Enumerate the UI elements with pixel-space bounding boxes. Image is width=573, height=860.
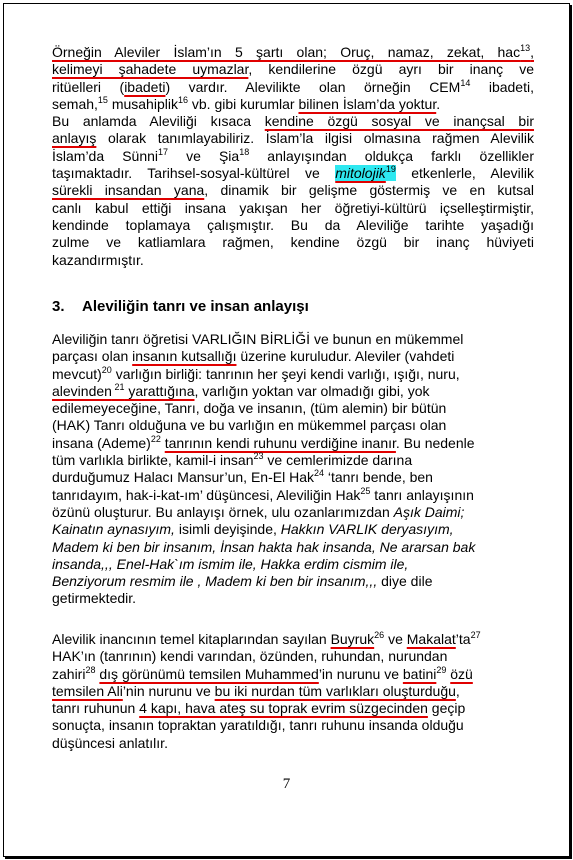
text-line: taşımaktadır. Tarihsel-sosyal-kültürel ve mitolojik$^{19}$ etkenlerle, Alevilik [52, 164, 534, 182]
underlined-phrase: özü [450, 665, 473, 682]
underlined-phrase: insanın kutsallığı [132, 348, 237, 365]
footnote-ref: 26 [374, 630, 385, 640]
text-line: parçası olan insanın kutsallığı üzerine kuruludur. Aleviler (vahdeti [52, 348, 455, 365]
text-line: kazandırmıştır. [52, 251, 144, 268]
text-line: düşüncesi anlatılır. [52, 734, 168, 751]
text-line: zulme ve katliamlara rağmen, kendine özgü bir inanç hüviyeti [52, 234, 534, 251]
underlined-phrase: tanrının kendi ruhunu verdiğine inanır [164, 434, 396, 451]
footnote-ref: 28 [85, 664, 96, 675]
footnote-ref: 17 [158, 146, 169, 157]
section-heading [52, 298, 309, 315]
text-line: sonuçta, insanın topraktan yaratıldığı, tanrı ruhunu insanda olduğu [52, 717, 464, 734]
footnote-ref: 22 [150, 433, 161, 444]
text-line: canlı kabul ettiği insana yakışan her öğretiyi-kültürü içselleştirmiştir, [52, 199, 534, 216]
text-line: mevcut)$^{20}$ varlığın birliği: tanrının her şeyi kendi varlığı, ışığı, nuru, [52, 364, 460, 382]
text-line: insanda,,, Enel-Hak`ım ismim ile, Hakka erdim cismim ile, [52, 555, 409, 572]
underlined-phrase: Makalat [406, 631, 456, 647]
text-line: anlayış olarak tanımlayabiliriz. İslam’la ilgisi olmasına rağmen Alevilik [52, 130, 534, 147]
text-line: (HAK) Tanrı olduğuna ve bu varlığın en mükemmel parçası olan [52, 417, 447, 434]
text-line: kendinde toplamaya çalışmıştır. Bu da Aleviliğe tarihte yaşadığı [52, 216, 534, 233]
underlined-phrase: anlayış [52, 130, 97, 147]
underlined-phrase: 4 kapı, hava ateş su toprak evrim süzgecinden [139, 700, 428, 717]
text-line: Aleviliğin tanrı öğretisi VARLIĞIN BİRLİĞİ ve bunun en mükemmel [52, 331, 464, 347]
footnote-ref: 24 [313, 468, 324, 479]
text-line: İslam’da Sünni$^{17}$ ve Şia$^{18}$ anlayışından oldukça farklı özellikler [52, 146, 534, 164]
text-line: Örneğin Aleviler İslam’ın 5 şartı olan; Oruç, namaz, zekat, hac$^{13}$, [52, 43, 534, 60]
footnote-ref: 25 [360, 485, 371, 496]
text-line: zahiri$^{28}$ dış görünümü temsilen Muhammed’in nurunu ve batini$^{29}$ özü [52, 664, 473, 682]
text-line: sürekli insandan yana, dinamik bir gelişme göstermiş ve en kutsal [52, 182, 534, 199]
text-line: Bu anlamda Aleviliği kısaca kendine özgü sosyal ve inançsal bir [52, 113, 534, 130]
footnote-ref: 14 [460, 77, 471, 88]
underlined-phrase: Buyruk [330, 631, 375, 647]
paragraph-tanri-anlayisi [52, 331, 534, 608]
text-line: Benziyorum resmim ile , Madem ki ben bir insanım,,, diye dile [52, 573, 433, 590]
underlined-phrase: temsilen Ali [52, 682, 123, 699]
text-line: Kainatın aynasıyım, isimli deyişinde, Hakkın VARLIK deryasıyım, [52, 521, 454, 538]
footnote-ref: 20 [101, 364, 112, 375]
footnote-ref: 23 [253, 451, 264, 462]
poet-name: Aşık Daimi; [393, 503, 465, 520]
text-line: HAK’ın (tanrının) kendi varından, özünden, ruhundan, nurundan [52, 648, 448, 665]
paragraph-alevilik-definition [52, 44, 534, 269]
text-line: tanrı ruhunun 4 kapı, hava ateş su toprak evrim süzgecinden geçip [52, 700, 466, 717]
underlined-phrase: batini [402, 665, 437, 682]
paragraph-temel-kitaplar [52, 631, 534, 752]
section-title: Aleviliğin tanrı ve insan anlayışı [82, 298, 309, 315]
underlined-phrase: dış görünümü temsilen Muhammed [99, 665, 319, 682]
underlined-phrase: sürekli insandan yana [52, 182, 205, 199]
text-line: kelimeyi şahadete uymazlar, kendilerine özgü ayrı bir inanç ve [52, 61, 534, 78]
text-line: özünü oluşturur. Bu anlayışı örnek, ulu ozanlarımızdan Aşık Daimi; [52, 503, 465, 520]
underlined-phrase: kelimeyi şahadete uymazlar [52, 61, 249, 78]
underlined-phrase: ibadeti [124, 78, 166, 95]
text-line: temsilen Ali’nin nurunu ve bu iki nurdan tüm varlıkları oluşturduğu, [52, 682, 460, 699]
highlighted-term: mitolojik$^{19}$ [335, 164, 396, 182]
text-line: ritüelleri (ibadeti) vardır. Alevilikte olan örneğin CEM$^{14}$ ibadeti, [52, 77, 534, 95]
section-number: 3. [52, 298, 65, 315]
footnote-ref: 21 [111, 381, 125, 392]
underlined-phrase: alevinden $^{21}$ yarattığına [52, 381, 195, 399]
footnote-ref: 27 [470, 630, 481, 640]
footnote-ref: 18 [239, 146, 250, 157]
footnote-ref: 16 [177, 94, 188, 105]
text-line: tanrıdayım, hak-i-kat-ım’ düşüncesi, Aleviliğin Hak$^{25}$ tanrı anlayışının [52, 485, 474, 503]
text-line: Madem ki ben bir insanım, İnsan hakta hak insanda, Ne ararsan bak [52, 538, 476, 555]
underlined-phrase: bu iki nurdan tüm varlıkları oluşturduğu [214, 682, 456, 699]
footnote-ref: 19 [385, 164, 396, 175]
underlined-phrase: kendine özgü sosyal ve inançsal bir [264, 113, 534, 130]
text-line: alevinden $^{21}$ yarattığına, varlığın yoktan var olmadığı gibi, yok [52, 381, 430, 399]
footnote-ref: 29 [436, 664, 447, 675]
footnote-ref: 15 [97, 94, 108, 105]
page-number: 7 [282, 776, 291, 792]
text-line: Alevilik inancının temel kitaplarından sayılan Buyruk$^{26}$ ve $Makalat’ta^{27}$ [52, 630, 481, 647]
text-line: durduğumuz Halacı Mansur’un, En-El Hak$^{24}$ ‘tanrı bende, ben [52, 468, 433, 486]
text-line: edilemeyeceğine, Tanrı, doğa ve insanın, (tüm alemin) bir bütün [52, 400, 447, 417]
text-line: getirmektedir. [52, 590, 137, 607]
text-line: tüm varlıkla birlikte, kamil-i insan$^{23}$ ve cemlerimizde darına [52, 451, 413, 469]
underlined-phrase: bilinen İslam’da yoktur [298, 95, 437, 112]
footnote-ref: 13 [520, 43, 531, 53]
text-line: semah,$^{15}$ musahiplik$^{16}$ vb. gibi kurumlar bilinen İslam’da yoktur. [52, 94, 441, 112]
text-line: insana (Ademe)$^{22}$ tanrının kendi ruhunu verdiğine inanır. Bu nedenle [52, 433, 475, 451]
